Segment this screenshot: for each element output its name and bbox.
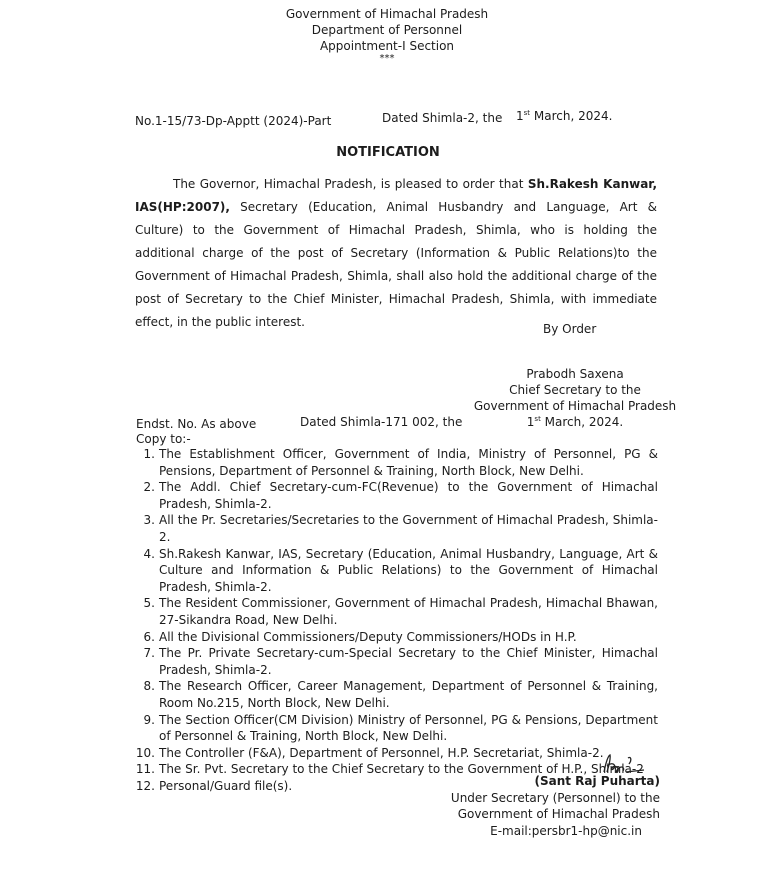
copy-list-item <box>134 546 658 596</box>
copy-to-list <box>134 446 658 794</box>
copy-list-item <box>134 645 658 678</box>
copy-list-item <box>134 678 658 711</box>
under-secretary-designation: Under Secretary (Personnel) to the <box>450 790 660 805</box>
copy-list-item <box>134 446 658 479</box>
item-text: The Research Officer, Career Management, Department of Personnel & Training, Room No.215, North Block, New Delhi. <box>159 679 658 710</box>
signatory-name: Prabodh Saxena <box>526 367 624 381</box>
date-rest: March, 2024. <box>530 109 613 123</box>
reference-number: No.1-15/73-Dp-Apptt (2024)-Part <box>135 114 332 128</box>
officer-name: Sh.Rakesh Kanwar, IAS(HP:2007), <box>135 177 658 214</box>
department-name: Department of Personnel <box>311 23 463 37</box>
dated-place: Dated Shimla-2, the <box>382 111 503 125</box>
item-text: Sh.Rakesh Kanwar, IAS, Secretary (Education, Animal Husbandry, Language, Art & Culture and Information & Public Relations) to the Government of Himachal Pradesh, Shimla-2. <box>159 546 658 594</box>
item-number: 3. <box>143 513 155 528</box>
section-name: Appointment-I Section <box>319 39 455 53</box>
copy-list-item <box>134 745 658 762</box>
separator-stars: *** <box>379 53 395 64</box>
item-number: 2. <box>143 480 155 495</box>
item-number: 6. <box>143 629 155 644</box>
signatory-date <box>470 414 680 430</box>
date-rest: March, 2024. <box>540 415 624 429</box>
by-order: By Order <box>543 322 597 336</box>
date-suffix: st <box>534 415 541 423</box>
chief-secretary-block <box>470 366 680 430</box>
copy-list-item <box>134 712 658 745</box>
letterhead <box>0 6 768 63</box>
item-text: The Sr. Pvt. Secretary to the Chief Secretary to the Government of H.P., Shimla-2 <box>159 762 644 777</box>
notification-title: NOTIFICATION <box>336 145 440 160</box>
item-number: 1. <box>143 447 155 461</box>
under-secretary-email: E-mail:persbr1-hp@nic.in <box>490 823 642 838</box>
endorsement-number: Endst. No. As above <box>136 417 257 431</box>
item-text: The Establishment Officer, Government of India, Ministry of Personnel, PG & Pensions, Department of Personnel & Training, North Block, New Delhi. <box>159 447 658 478</box>
copy-list-item <box>134 629 658 646</box>
item-text: Personal/Guard file(s). <box>159 778 293 793</box>
item-text: All the Divisional Commissioners/Deputy Commissioners/HODs in H.P. <box>159 629 577 644</box>
notification-body <box>135 173 657 334</box>
under-secretary-name: (Sant Raj Puharta) <box>534 774 660 788</box>
item-number: 8. <box>143 679 155 694</box>
endorsement-dated: Dated Shimla-171 002, the <box>300 415 463 429</box>
copy-list-item <box>134 595 658 628</box>
under-secretary-block <box>440 773 660 839</box>
item-number: 11. <box>135 762 155 777</box>
item-text: The Section Officer(CM Division) Ministry of Personnel, PG & Pensions, Department of Personnel & Training, North Block, New Delhi. <box>159 712 658 744</box>
government-name: Government of Himachal Pradesh <box>285 7 489 21</box>
date-day: 1 <box>516 109 524 123</box>
item-text: The Pr. Private Secretary-cum-Special Secretary to the Chief Minister, Himachal Pradesh, Shimla-2. <box>159 646 658 677</box>
copy-list-item <box>134 512 658 545</box>
item-text: The Resident Commissioner, Government of Himachal Pradesh, Himachal Bhawan, 27-Sikandra Road, New Delhi. <box>159 596 658 627</box>
notification-date <box>516 109 612 123</box>
under-secretary-government: Government of Himachal Pradesh <box>457 807 660 821</box>
item-text: The Addl. Chief Secretary-cum-FC(Revenue) to the Government of Himachal Pradesh, Shimla-2. <box>159 480 658 511</box>
signatory-government: Government of Himachal Pradesh <box>473 399 677 413</box>
copy-list-item <box>134 479 658 512</box>
item-text: All the Pr. Secretaries/Secretaries to the Government of Himachal Pradesh, Shimla-2. <box>159 513 658 544</box>
copy-to-label: Copy to:- <box>136 432 191 446</box>
item-text: The Controller (F&A), Department of Personnel, H.P. Secretariat, Shimla-2. <box>159 745 604 760</box>
date-day: 1 <box>526 415 535 429</box>
signatory-designation: Chief Secretary to the <box>509 383 641 397</box>
body-intro: The Governor, Himachal Pradesh, is pleased to order that <box>173 177 528 191</box>
date-suffix: st <box>523 109 531 117</box>
item-number: 7. <box>143 646 155 661</box>
item-number: 9. <box>143 712 155 727</box>
item-number: 5. <box>143 596 155 611</box>
item-number: 10. <box>135 745 155 760</box>
item-number: 12. <box>135 778 155 793</box>
body-text: Secretary (Education, Animal Husbandry and Language, Art & Culture) to the Government of Himachal Pradesh, Shimla, who is holding the additional charge of the post of Secretary (Information & Public Relations)to the Government of Himachal Pradesh, Shimla, shall also hold the additional charge of the post of Secretary to the Chief Minister, Himachal Pradesh, Shimla, with immediate effect, in the public interest. <box>135 200 657 329</box>
item-number: 4. <box>143 546 155 561</box>
